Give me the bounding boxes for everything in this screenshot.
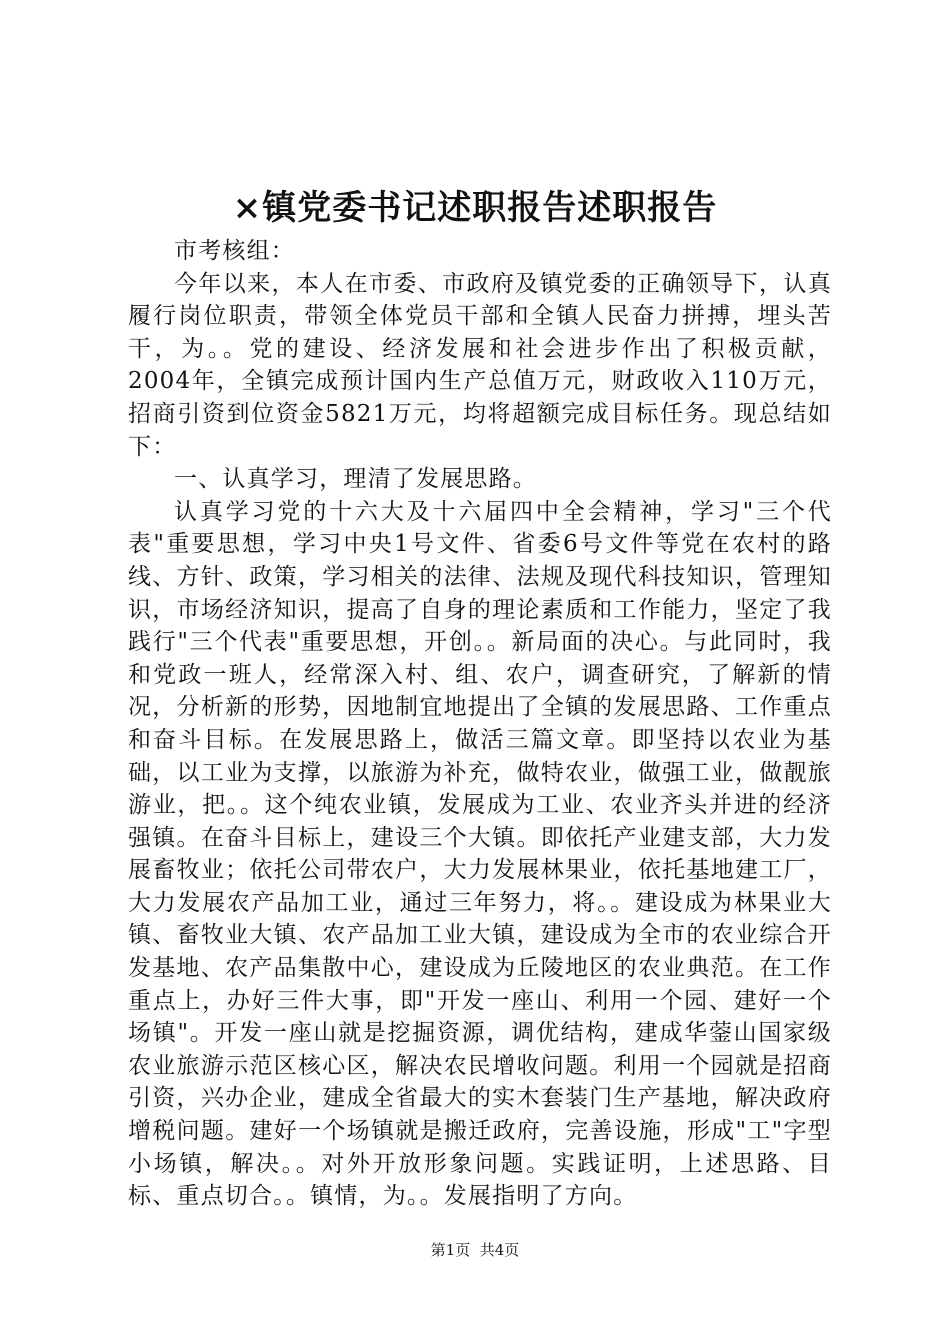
page-total: 共4页 xyxy=(479,1241,520,1259)
page-number: 第1页 xyxy=(430,1241,471,1259)
document-title: ×镇党委书记述职报告述职报告 xyxy=(232,188,718,228)
section-heading-1: 一、认真学习，理清了发展思路。 xyxy=(174,466,537,493)
document-body xyxy=(128,235,832,1213)
paragraph-intro: 今年以来，本人在市委、市政府及镇党委的正确领导下，认真履行岗位职责，带领全体党员干部和全镇人民奋力拼搏，埋头苦干，为。。党的建设、经济发展和社会进步作出了积极贡献，2004年，全镇完成预计国内生产总值万元，财政收入110万元，招商引资到位资金5821万元，均将超额完成目标任务。现总结如下： xyxy=(128,270,832,460)
page-footer xyxy=(0,1240,950,1260)
paragraph-section-1: 认真学习党的十六大及十六届四中全会精神，学习"三个代表"重要思想，学习中央1号文件、省委6号文件等党在农村的路线、方针、政策，学习相关的法律、法规及现代科技知识，管理知识，市场经济知识，提高了自身的理论素质和工作能力，坚定了我践行"三个代表"重要思想，开创。。新局面的决心。与此同时，我和党政一班人，经常深入村、组、农户，调查研究，了解新的情况，分析新的形势，因地制宜地提出了全镇的发展思路、工作重点和奋斗目标。在发展思路上，做活三篇文章。即坚持以农业为基础，以工业为支撑，以旅游为补充，做特农业，做强工业，做靓旅游业，把。。这个纯农业镇，发展成为工业、农业齐头并进的经济强镇。在奋斗目标上，建设三个大镇。即依托产业建支部，大力发展畜牧业；依托公司带农户，大力发展林果业，依托基地建工厂，大力发展农产品加工业，通过三年努力，将。。建设成为林果业大镇、畜牧业大镇、农产品加工业大镇，建设成为全市的农业综合开发基地、农产品集散中心，建设成为丘陵地区的农业典范。在工作重点上，办好三件大事，即"开发一座山、利用一个园、建好一个场镇"。开发一座山就是挖掘资源，调优结构，建成华蓥山国家级农业旅游示范区核心区，解决农民增收问题。利用一个园就是招商引资，兴办企业，建成全省最大的实木套装门生产基地，解决政府增税问题。建好一个场镇就是搬迁政府，完善设施，形成"工"字型小场镇，解决。。对外开放形象问题。实践证明，上述思路、目标、重点切合。。镇情，为。。发展指明了方向。 xyxy=(128,498,832,1210)
salutation: 市考核组： xyxy=(174,238,295,264)
footer-separator xyxy=(470,1241,480,1259)
